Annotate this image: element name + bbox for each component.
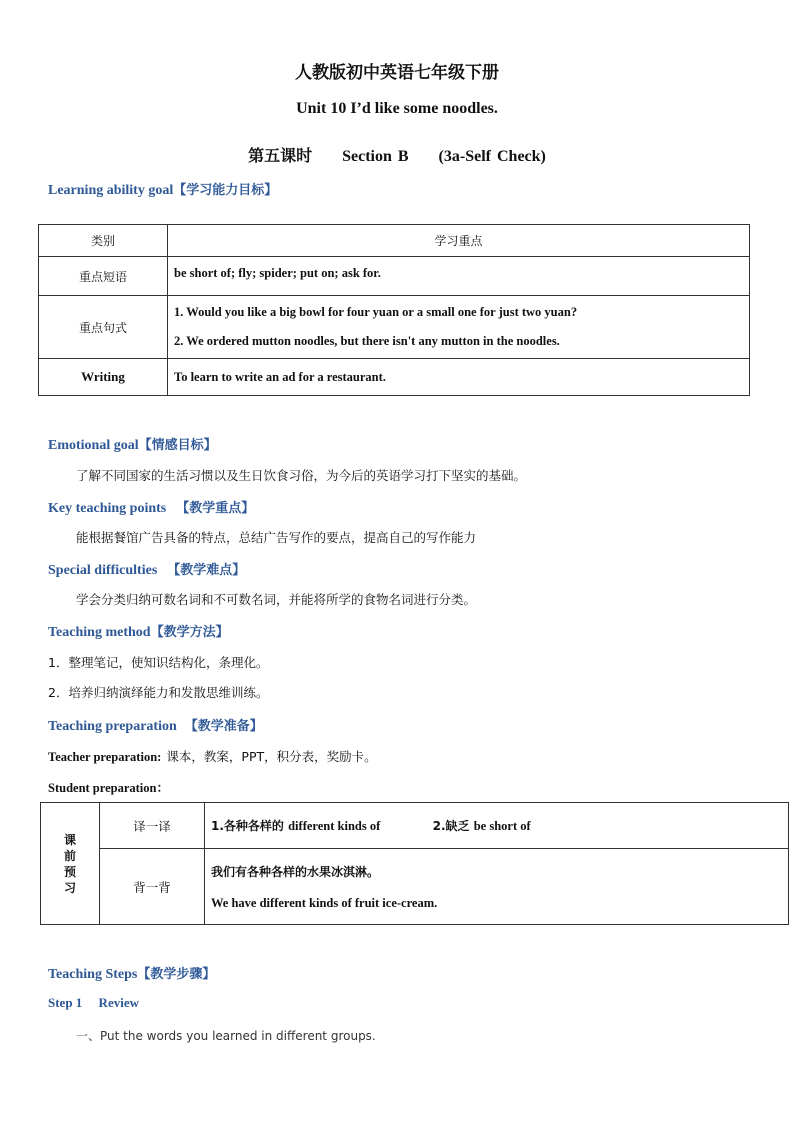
row-content: To learn to write an ad for a restaurant.	[168, 359, 750, 396]
row-label: Writing	[39, 359, 168, 396]
preparation-heading-cn: 【教学准备】	[184, 719, 263, 734]
preview-table	[40, 802, 789, 925]
difficulties-heading	[48, 559, 245, 579]
steps-heading-en: Teaching Steps	[48, 967, 138, 982]
table-row	[39, 359, 750, 396]
table-row	[39, 296, 750, 359]
key-points-heading	[48, 497, 254, 517]
method-item: 2．培养归纳演绎能力和发散思维训练。	[48, 685, 269, 700]
learning-goal-heading	[48, 179, 277, 199]
table-header-category: 类别	[39, 225, 168, 257]
memorize-line-cn: 我们有各种各样的水果冰淇淋。	[211, 864, 380, 879]
emotional-goal-text: 了解不同国家的生活习惯以及生日饮食习俗，为今后的英语学习打下坚实的基础。	[76, 468, 527, 483]
table-row	[39, 257, 750, 296]
memorize-label: 背一背	[100, 849, 205, 925]
table-row	[41, 803, 789, 849]
sentence-line: 2. We ordered mutton noodles, but there isn't any mutton in the noodles.	[174, 334, 560, 348]
teacher-preparation-label: Teacher preparation:	[48, 750, 162, 764]
document-title: 人教版初中英语七年级下册	[295, 63, 499, 83]
method-heading	[48, 621, 229, 641]
steps-heading	[48, 963, 215, 983]
key-points-heading-en: Key teaching points	[48, 501, 167, 516]
table-header-row	[39, 225, 750, 257]
method-heading-en: Teaching method	[48, 625, 151, 640]
table-header-focus: 学习重点	[168, 225, 750, 257]
row-label: 重点短语	[39, 257, 168, 296]
method-heading-cn: 【教学方法】	[150, 625, 229, 640]
key-points-text: 能根据餐馆广告具备的特点，总结广告写作的要点，提高自己的写作能力	[76, 530, 477, 545]
lesson-title: 第五课时 Section B (3a-Self Check)	[248, 148, 546, 165]
emotional-goal-heading-en: Emotional goal	[48, 438, 139, 453]
preparation-heading-en: Teaching preparation	[48, 719, 177, 734]
row-content	[168, 296, 750, 359]
learning-focus-table	[38, 224, 750, 396]
teacher-preparation	[48, 746, 377, 765]
step1-text: 一、Put the words you learned in different groups.	[76, 1029, 376, 1043]
table-row	[41, 849, 789, 925]
key-points-heading-cn: 【教学重点】	[176, 501, 255, 516]
difficulties-text: 学会分类归纳可数名词和不可数名词，并能将所学的食物名词进行分类。	[76, 592, 477, 607]
row-content: be short of; fly; spider; put on; ask for.	[168, 257, 750, 296]
difficulties-heading-en: Special difficulties	[48, 563, 158, 578]
student-preparation-label: Student preparation：	[48, 781, 169, 795]
row-label: 重点句式	[39, 296, 168, 359]
translate-label: 译一译	[100, 803, 205, 849]
unit-title: Unit 10 I’d like some noodles.	[296, 100, 498, 117]
teacher-preparation-text: 课本，教案，PPT，积分表，奖励卡。	[166, 749, 377, 764]
memorize-line-en: We have different kinds of fruit ice-cream.	[211, 895, 438, 910]
method-item: 1．整理笔记，使知识结构化，条理化。	[48, 655, 269, 670]
preview-side-label: 课前预习	[41, 803, 100, 925]
translate-content: 1.各种各样的 different kinds of 2.缺乏 be short of	[205, 803, 789, 849]
memorize-content	[205, 849, 789, 925]
difficulties-heading-cn: 【教学难点】	[167, 563, 246, 578]
sentence-line: 1. Would you like a big bowl for four yuan or a small one for just two yuan?	[174, 305, 578, 319]
learning-goal-heading-cn: 【学习能力目标】	[173, 183, 278, 198]
emotional-goal-heading-cn: 【情感目标】	[138, 438, 217, 453]
learning-goal-heading-en: Learning ability goal	[48, 183, 174, 198]
steps-heading-cn: 【教学步骤】	[137, 967, 216, 982]
emotional-goal-heading	[48, 434, 217, 454]
step1-label: Step 1 Review	[48, 995, 139, 1010]
preparation-heading	[48, 715, 263, 735]
